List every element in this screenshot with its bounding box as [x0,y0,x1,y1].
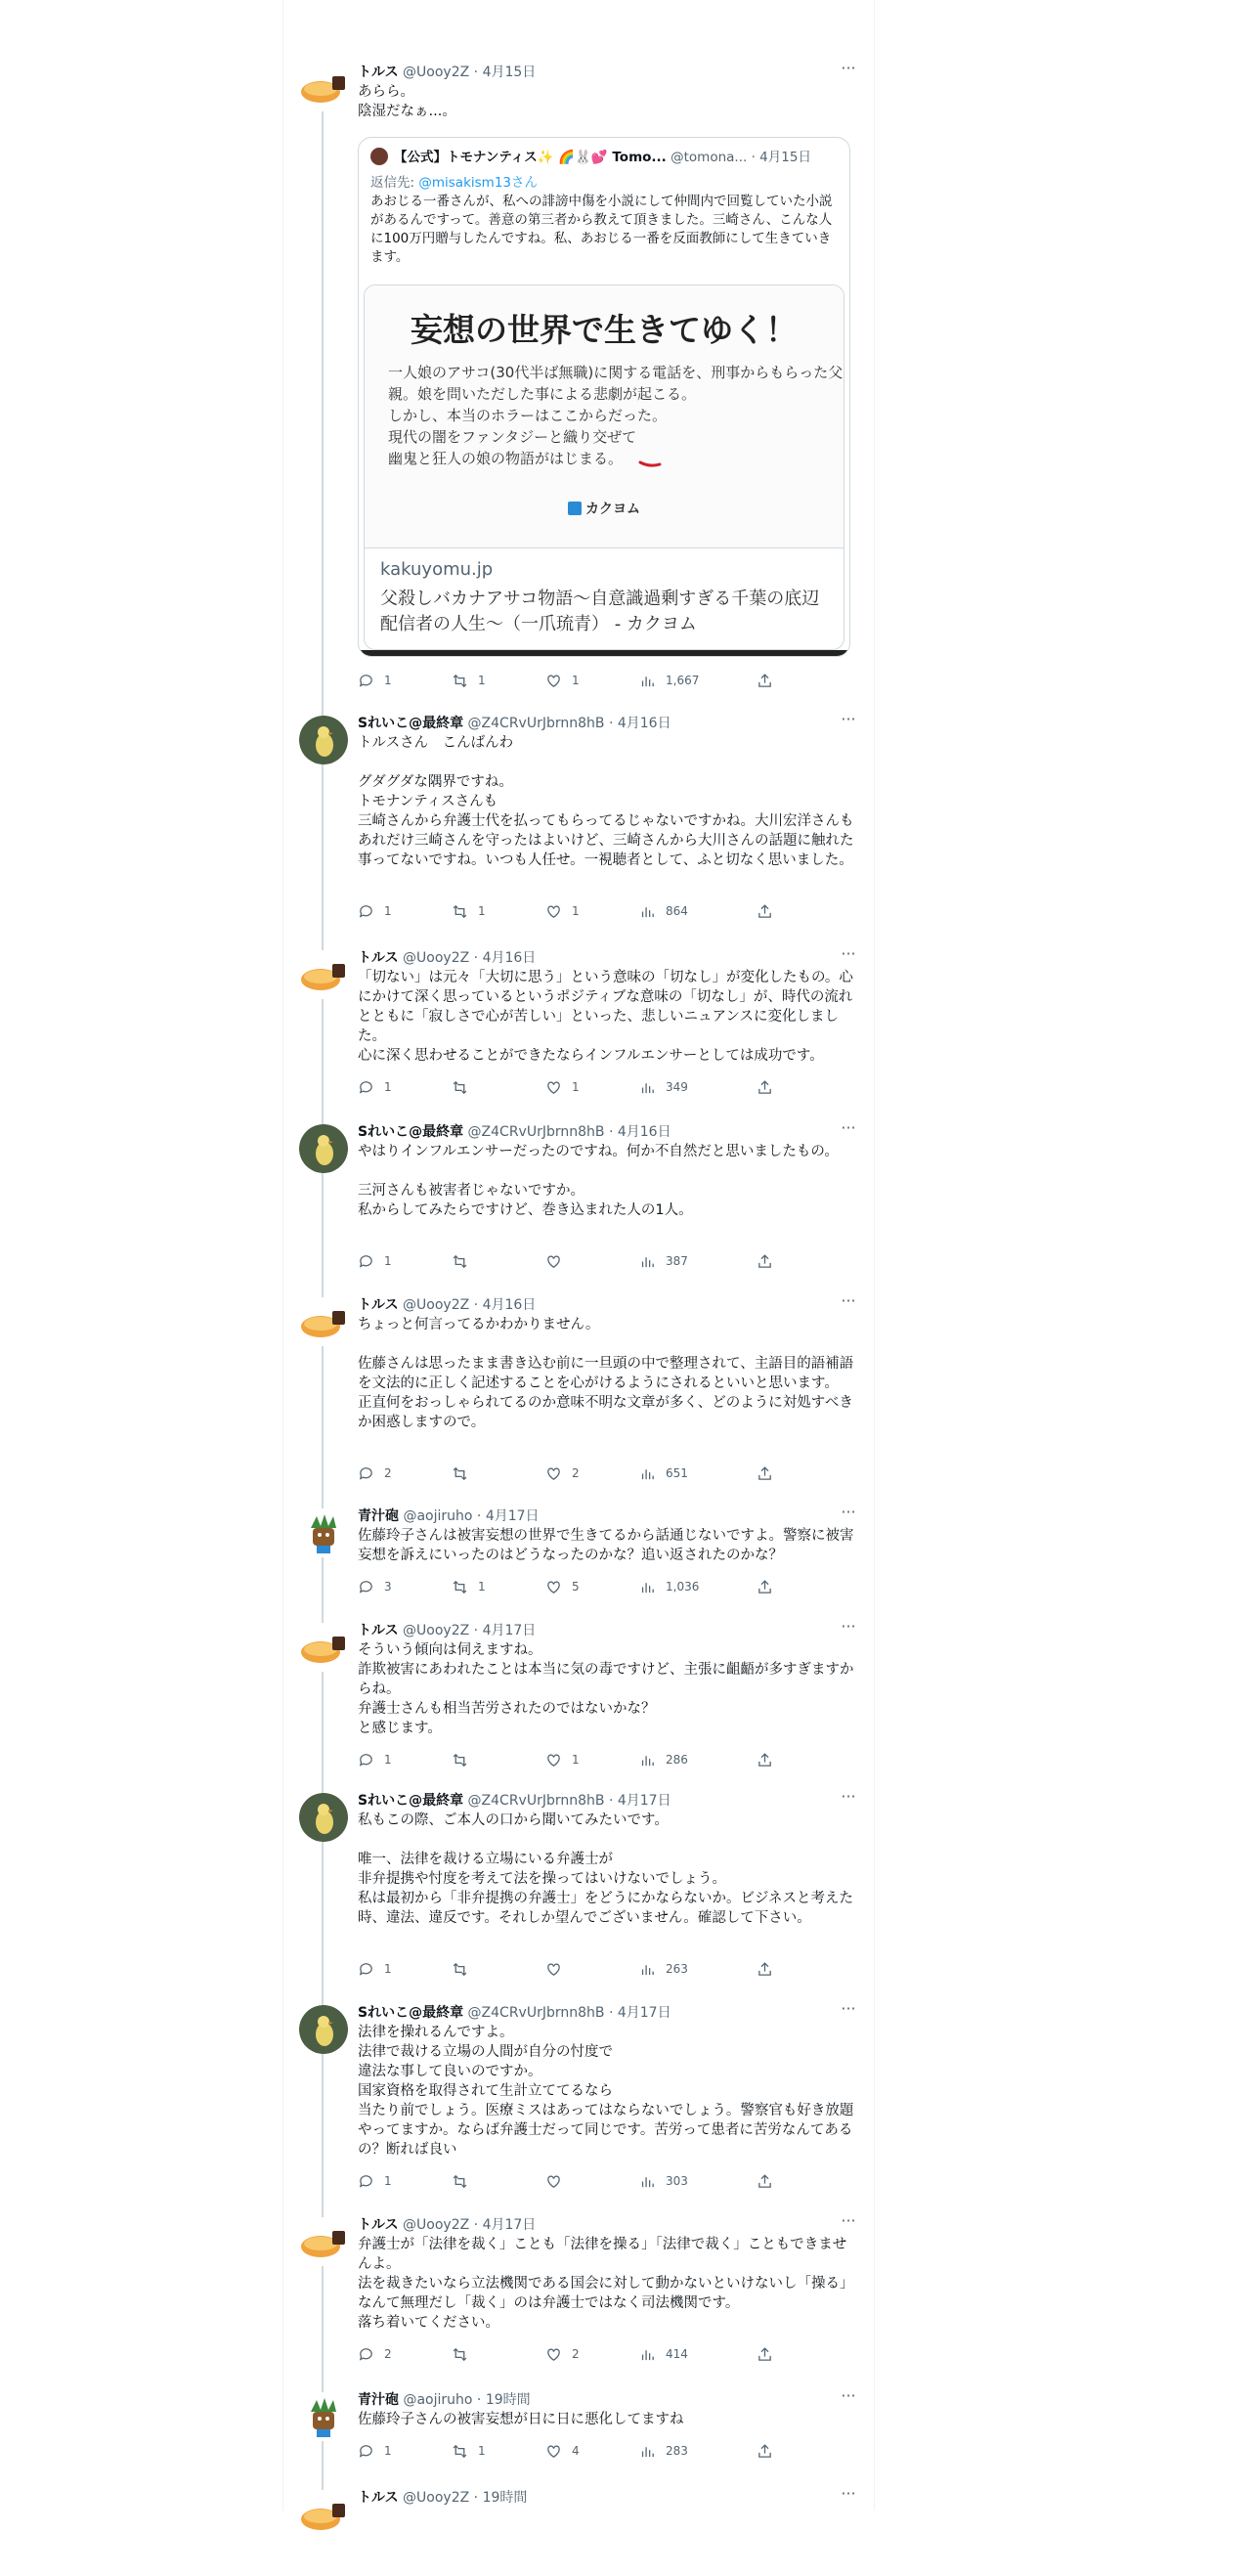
heart-icon [545,673,562,689]
reply-button[interactable]: 2 [358,1463,392,1483]
quote-bottom-bar [359,650,849,656]
retweet-icon [452,1752,468,1768]
views-icon [639,1752,656,1768]
share-button[interactable] [757,1959,783,1979]
share-button[interactable] [757,901,783,921]
heart-icon [545,2346,562,2363]
retweet-icon [452,2443,468,2460]
separator: · [473,950,479,966]
like-button[interactable]: 5 [545,1577,580,1596]
action-bar [358,2344,788,2364]
retweet-button[interactable] [452,1959,478,1979]
tweet[interactable] [283,1787,874,1988]
retweet-button[interactable] [452,1077,478,1097]
reply-icon [358,1079,374,1096]
handle[interactable]: @Uooy2Z [403,65,470,80]
avatar[interactable] [299,2217,348,2266]
share-icon [757,1079,773,1096]
retweet-icon [452,2346,468,2363]
action-bar [358,1463,788,1483]
handle[interactable]: @aojiruho [403,2392,473,2408]
timestamp[interactable]: 19時間 [485,2392,531,2408]
share-icon [757,2173,773,2190]
tweet[interactable] [283,1617,874,1779]
action-bar [358,901,788,921]
reply-icon [358,1961,374,1978]
display-name[interactable]: トルス [358,2217,399,2233]
views-button[interactable]: 286 [639,1750,688,1769]
retweet-icon [452,903,468,920]
retweet-button[interactable]: 1 [452,671,486,690]
more-icon[interactable]: ··· [841,710,856,728]
share-button[interactable] [757,2344,783,2364]
handle[interactable]: @Uooy2Z [403,950,470,966]
retweet-button[interactable] [452,1463,478,1483]
like-button[interactable] [545,1251,572,1271]
share-icon [757,1579,773,1595]
handle[interactable]: @Uooy2Z [403,1297,470,1313]
more-icon[interactable]: ··· [841,2211,856,2230]
action-bar [358,1750,788,1769]
retweet-icon [452,1579,468,1595]
views-icon [639,1465,656,1482]
timestamp[interactable]: 4月16日 [482,950,537,966]
tweet-text: あらら。 陰湿だなぁ...。 [358,84,456,119]
avatar[interactable] [299,950,348,999]
retweet-icon [452,673,468,689]
like-button[interactable]: 4 [545,2441,580,2461]
reply-button[interactable]: 1 [358,2441,392,2461]
avatar[interactable] [299,2490,348,2539]
reply-icon [358,1752,374,1768]
reply-icon [358,2443,374,2460]
like-button[interactable]: 2 [545,1463,580,1483]
tweet-text: 佐藤玲子さんの被害妄想が日に日に悪化してますね [358,2412,684,2427]
separator: · [476,1508,482,1524]
display-name[interactable]: Sれいこ@最終章 [358,1124,464,1140]
timestamp[interactable]: 4月17日 [482,2217,537,2233]
heart-icon [545,1465,562,1482]
timestamp[interactable]: 4月16日 [617,1124,671,1140]
reply-button[interactable]: 3 [358,1577,392,1596]
heart-icon [545,1752,562,1768]
display-name[interactable]: トルス [358,2490,399,2506]
separator: · [473,65,479,80]
more-icon[interactable]: ··· [841,1617,856,1636]
reply-button[interactable]: 1 [358,671,392,690]
display-name[interactable]: 青汁砲 [358,2392,399,2408]
retweet-button[interactable] [452,1750,478,1769]
views-icon [639,1253,656,1270]
tweet-header [358,710,858,733]
quote-tweet[interactable] [358,137,850,657]
share-icon [757,1752,773,1768]
display-name[interactable]: トルス [358,65,399,80]
timestamp[interactable]: 4月15日 [482,65,537,80]
share-button[interactable] [757,1750,783,1769]
more-icon[interactable]: ··· [841,1999,856,2018]
handle[interactable]: @Z4CRvUrJbrnn8hB [467,716,605,731]
more-icon[interactable]: ··· [841,2484,856,2503]
heart-icon [545,1079,562,1096]
handle[interactable]: @Z4CRvUrJbrnn8hB [467,2005,605,2021]
more-icon[interactable]: ··· [841,1118,856,1137]
tweet-header [358,2484,858,2508]
views-icon [639,673,656,689]
avatar[interactable] [299,1508,348,1557]
tweet[interactable] [283,1291,874,1493]
action-bar [358,1577,788,1596]
views-button[interactable]: 864 [639,901,688,921]
tweet[interactable] [283,1503,874,1606]
timeline-column [282,0,875,2511]
red-mark-icon [638,459,662,469]
card-image-title: 妄想の世界で生きてゆく！ [411,311,798,349]
reply-button[interactable]: 1 [358,1077,392,1097]
avatar[interactable] [299,1793,348,1842]
heart-icon [545,1253,562,1270]
handle[interactable]: @Uooy2Z [403,1623,470,1638]
tweet[interactable] [283,2211,874,2374]
tweet-text: 「切ない」は元々「大切に思う」という意味の「切なし」が変化したもの。心にかけて深く思っているというポジティブな意味の「切なし」が、時代の流れとともに「寂しさで心が苦しい」といった、悲しいニュアンスに変化しました。 心に深く思わせることができたならインフルエンサーとしては成功です。 [358,970,853,1064]
tweet-text: やはりインフルエンサーだったのですね。何か不自然だと思いましたもの。 三河さんも被害者じゃないですか。 私からしてみたらですけど、巻き込まれた人の1人。 [358,1144,839,1218]
share-button[interactable] [757,1251,783,1271]
reply-button[interactable]: 2 [358,2344,392,2364]
quote-header: 【公式】トモナンティス✨ 🌈🐰💕 Tomo... @tomona... · 4月15日 [370,148,838,167]
tweet-header [358,2386,858,2410]
views-button[interactable]: 283 [639,2441,688,2461]
tweet-header [358,1999,858,2023]
avatar[interactable] [299,1297,348,1346]
quote-timestamp: 4月15日 [759,150,811,165]
avatar[interactable] [299,1124,348,1173]
retweet-button[interactable]: 1 [452,2441,486,2461]
reply-icon [358,903,374,920]
tweet-text: 法律を操れるんですよ。 法律で裁ける立場の人間が自分の忖度で 違法な事して良いのですか。 国家資格を取得されて生計立ててるなら 当たり前でしょう。医療ミスはあってはならないでしょう。警察官も好き放題やってますか。ならば弁護士だって同じです。苦労って患者に苦労なんてあるの？断れば良い [358,2025,854,2158]
views-button[interactable]: 651 [639,1463,688,1483]
more-icon[interactable]: ··· [841,2386,856,2405]
kakuyomu-logo: カクヨム [365,499,844,518]
like-button[interactable]: 2 [545,2344,580,2364]
separator: · [473,2217,479,2233]
heart-icon [545,903,562,920]
like-button[interactable]: 1 [545,901,580,921]
tweet-text: 私もこの際、ご本人の口から聞いてみたいです。 唯一、法律を裁ける立場にいる弁護士が 非弁提携や忖度を考えて法を操ってはいけないでしょう。 私は最初から「非弁提携の弁護士」をどうにかならないか。ビジネスと考えた時、違法、違反です。それしか望んでございません。確認して下さい。 [358,1812,854,1926]
separator: · [608,1124,614,1140]
heart-icon [545,2443,562,2460]
tweet[interactable] [283,1999,874,2201]
share-icon [757,2443,773,2460]
share-button[interactable] [757,1077,783,1097]
retweet-icon [452,1961,468,1978]
retweet-icon [452,2173,468,2190]
retweet-button[interactable] [452,2344,478,2364]
views-button[interactable]: 263 [639,1959,688,1979]
reply-icon [358,2346,374,2363]
timestamp[interactable]: 19時間 [482,2490,528,2506]
retweet-button[interactable] [452,2171,478,2191]
handle[interactable]: @Uooy2Z [403,2490,470,2506]
tweet-header [358,59,858,82]
heart-icon [545,1961,562,1978]
reply-icon [358,1579,374,1595]
more-icon[interactable]: ··· [841,1787,856,1806]
share-button[interactable] [757,1463,783,1483]
avatar[interactable] [299,2005,348,2054]
display-name[interactable]: Sれいこ@最終章 [358,2005,464,2021]
timestamp[interactable]: 4月17日 [485,1508,540,1524]
handle[interactable]: @Uooy2Z [403,2217,470,2233]
avatar[interactable] [299,2392,348,2441]
more-icon[interactable]: ··· [841,944,856,963]
share-icon [757,903,773,920]
heart-icon [545,1579,562,1595]
reply-button[interactable]: 1 [358,1251,392,1271]
display-name[interactable]: トルス [358,950,399,966]
heart-icon [545,2173,562,2190]
timestamp[interactable]: 4月17日 [617,2005,671,2021]
display-name[interactable]: 青汁砲 [358,1508,399,1524]
tweet-text: そういう傾向は伺えますね。 詐欺被害にあわれたことは本当に気の毒ですけど、主張に齟齬が多すぎますからね。 弁護士さんも相当苦労されたのではないかな？ と感じます。 [358,1642,854,1736]
separator: · [473,1297,479,1313]
timestamp[interactable]: 4月16日 [617,716,671,731]
retweet-button[interactable]: 1 [452,901,486,921]
timestamp[interactable]: 4月17日 [617,1793,671,1809]
like-button[interactable]: 1 [545,671,580,690]
tweet[interactable] [283,944,874,1107]
avatar[interactable] [299,716,348,764]
share-button[interactable] [757,2171,783,2191]
reply-icon [358,673,374,689]
timestamp[interactable]: 4月16日 [482,1297,537,1313]
views-button[interactable]: 349 [639,1077,688,1097]
reply-button[interactable]: 1 [358,901,392,921]
reply-icon [358,2173,374,2190]
tweet-header [358,944,858,968]
views-button[interactable]: 303 [639,2171,688,2191]
tweet[interactable] [283,2386,874,2470]
reply-button[interactable]: 1 [358,1959,392,1979]
reply-icon [358,1253,374,1270]
share-icon [757,1961,773,1978]
handle[interactable]: @Z4CRvUrJbrnn8hB [467,1793,605,1809]
reply-button[interactable]: 1 [358,1750,392,1769]
retweet-icon [452,1253,468,1270]
tweet-header [358,1291,858,1315]
tweet[interactable] [283,1118,874,1281]
timestamp[interactable]: 4月17日 [482,1623,537,1638]
views-icon [639,2173,656,2190]
retweet-button[interactable]: 1 [452,1577,486,1596]
share-button[interactable] [757,1577,783,1596]
tweet-text: トルスさん こんばんわ グダグダな隅界ですね。 トモナンティスさんも 三崎さんから弁護士代を払ってもらってるじゃないですかね。大川宏洋さんもあれだけ三崎さんを守ったはよいけど、三崎さんから大川さんの話題に触れた事ってないですね。いつも人任せ。一視聴者として、ふと切なく思いました。 [358,735,854,868]
tweet-header [358,1118,858,1142]
display-name[interactable]: トルス [358,1297,399,1313]
tweet-header [358,1503,858,1526]
card-title: 父殺しバカナアサコ物語～自意識過剰すぎる千葉の底辺配信者の人生～（一爪琉青） - カクヨム [380,589,820,634]
action-bar [358,1251,788,1271]
tweet[interactable] [283,2484,874,2576]
card-image [365,285,844,548]
card-domain: kakuyomu.jp [380,559,494,580]
separator: · [608,1793,614,1809]
action-bar [358,671,788,690]
quote-avatar [370,148,388,165]
more-icon[interactable]: ··· [841,1503,856,1521]
action-bar [358,1959,788,1979]
views-icon [639,1079,656,1096]
avatar[interactable] [299,63,348,111]
share-icon [757,1465,773,1482]
views-icon [639,1579,656,1595]
reply-button[interactable]: 1 [358,2171,392,2191]
action-bar [358,2441,788,2461]
like-button[interactable] [545,2171,572,2191]
tweet-text: ちょっと何言ってるかわかりません。 佐藤さんは思ったまま書き込む前に一旦頭の中で整理されて、主語目的語補語を文法的に正しく記述することを心がけるようにされるといいと思います。 正直何をおっしゃられてるのか意味不明な文章が多く、どのように対処すべきか困惑しますので。 [358,1317,854,1430]
separator: · [608,2005,614,2021]
tweet-header [358,2211,858,2235]
views-icon [639,1961,656,1978]
quote-display-name: 【公式】トモナンティス✨ 🌈🐰💕 Tomo... [394,150,667,165]
views-button[interactable]: 1,036 [639,1577,699,1596]
views-icon [639,2443,656,2460]
tweet-text: 弁護士が「法律を裁く」ことも「法律を操る」「法律で裁く」こともできませんよ。 法を裁きたいなら立法機関である国会に対して動かないといけないし「操る」なんて無理だし「裁く」のは弁護士ではなく司法機関です。 落ち着いてください。 [358,2237,854,2331]
separator: · [608,716,614,731]
views-icon [639,2346,656,2363]
more-icon[interactable]: ··· [841,1291,856,1310]
quote-reply-to: 返信先: @misakism13さん [370,175,538,191]
views-button[interactable]: 1,667 [639,671,699,690]
share-icon [757,2346,773,2363]
share-button[interactable] [757,2441,783,2461]
link-card[interactable] [364,284,844,650]
like-button[interactable]: 1 [545,1750,580,1769]
share-button[interactable] [757,671,783,690]
views-button[interactable]: 414 [639,2344,688,2364]
avatar[interactable] [299,1623,348,1672]
tweet[interactable] [283,710,874,931]
like-button[interactable]: 1 [545,1077,580,1097]
separator: · [476,2392,482,2408]
views-button[interactable]: 387 [639,1251,688,1271]
display-name[interactable]: Sれいこ@最終章 [358,1793,464,1809]
like-button[interactable] [545,1959,572,1979]
retweet-icon [452,1079,468,1096]
quote-handle: @tomona... [671,150,748,165]
display-name[interactable]: Sれいこ@最終章 [358,716,464,731]
tweet-text: 佐藤玲子さんは被害妄想の世界で生きてるから話通じないですよ。警察に被害妄想を訴えにいったのはどうなったのかな？追い返されたのかな？ [358,1528,854,1563]
tweet-header [358,1787,858,1811]
tweet[interactable] [283,59,874,708]
share-icon [757,1253,773,1270]
action-bar [358,2171,788,2191]
separator: · [473,2490,479,2506]
action-bar [358,1077,788,1097]
share-icon [757,673,773,689]
views-icon [639,903,656,920]
separator: · [473,1623,479,1638]
handle[interactable]: @Z4CRvUrJbrnn8hB [467,1124,605,1140]
more-icon[interactable]: ··· [841,59,856,77]
card-image-body: 一人娘のアサコ(30代半ば無職)に関する電話を、刑事からもらった父親。娘を問いただした事による悲劇が起こる。 しかし、本当のホラーはここからだった。 現代の闇をファンタジーと織り交ぜて 幽鬼と狂人の娘の物語がはじまる。 [388,364,844,467]
quote-text: あおじる一番さんが、私への誹謗中傷を小説にして仲間内で回覧していた小説があるんですって。善意の第三者から教えて頂きました。三崎さん、こんな人に100万円贈与したんですね。私、あおじる一番を反面教師にして生きていきます。 [370,194,833,265]
tweet-header [358,1617,858,1640]
retweet-button[interactable] [452,1251,478,1271]
retweet-icon [452,1465,468,1482]
mention-link[interactable]: @misakism13さん [418,175,538,191]
handle[interactable]: @aojiruho [403,1508,473,1524]
display-name[interactable]: トルス [358,1623,399,1638]
reply-icon [358,1465,374,1482]
